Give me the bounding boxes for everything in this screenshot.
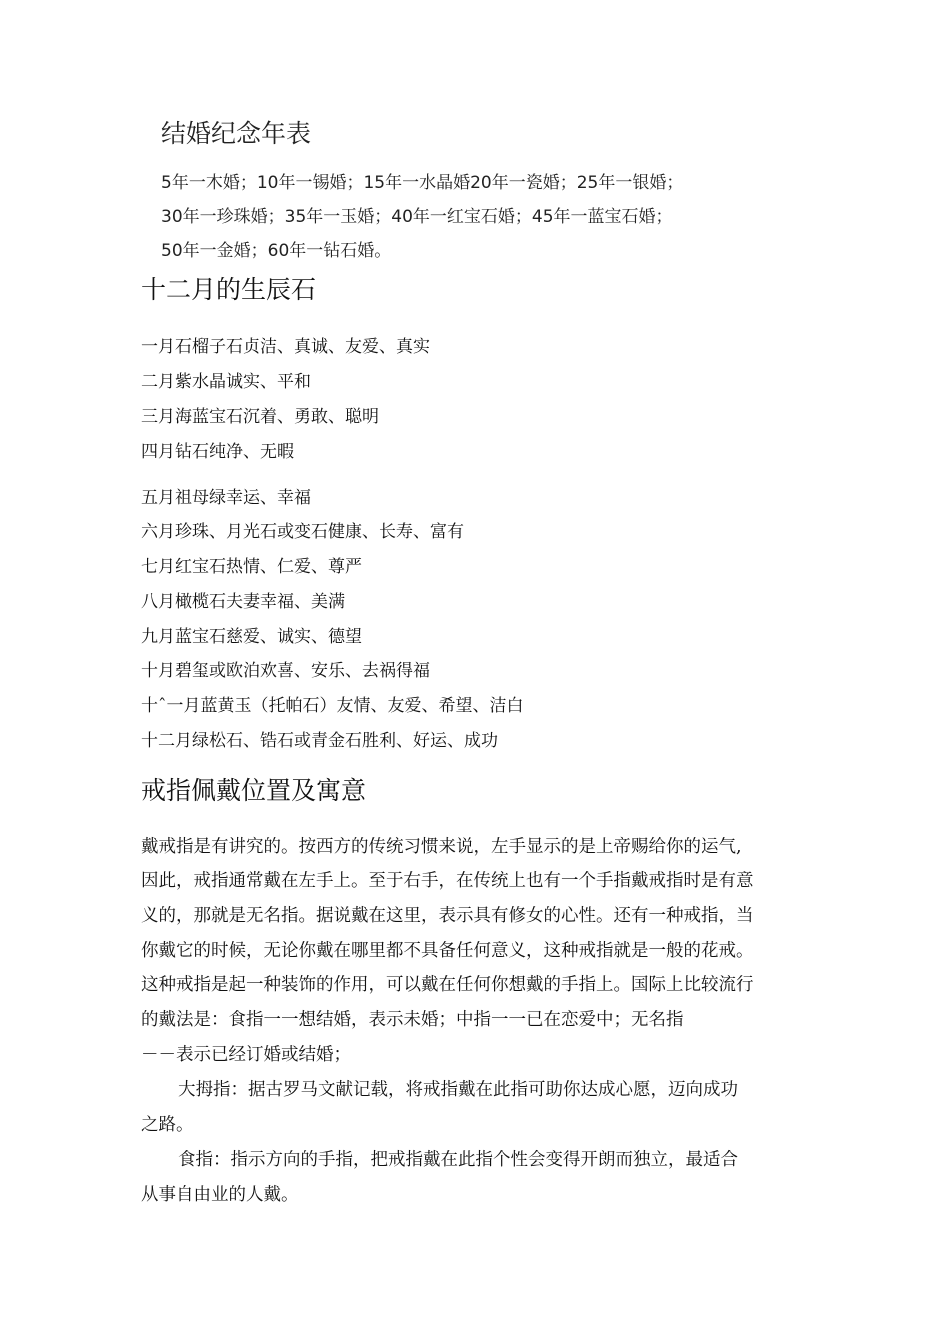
birthstone-item: 十ˆ一月蓝黄玉（托帕石）友情、友爱、希望、洁白 [141,696,524,716]
thumb-paragraph-line: 大拇指：据古罗马文献记载，将戒指戴在此指可助你达成心愿，迈向成功 [178,1080,738,1100]
thumb-paragraph-line: 之路。 [141,1115,194,1135]
anniversary-line: 30年一珍珠婚；35年一玉婚；40年一红宝石婚；45年一蓝宝石婚； [161,207,673,227]
birthstone-item: 四月钻石纯净、无暇 [141,442,294,462]
birthstone-item: 三月海蓝宝石沉着、勇敢、聪明 [141,407,379,427]
birthstone-item: 十二月绿松石、锆石或青金石胜利、好运、成功 [141,731,498,751]
birthstone-item: 九月蓝宝石慈爱、诚实、德望 [141,627,362,647]
birthstone-item: 一月石榴子石贞洁、真诚、友爱、真实 [141,337,430,357]
birthstone-item: 二月紫水晶诚实、平和 [141,372,311,392]
ring-paragraph-line: 义的，那就是无名指。据说戴在这里，表示具有修女的心性。还有一种戒指，当 [141,906,754,926]
ring-paragraph-line: 这种戒指是起一种装饰的作用，可以戴在任何你想戴的手指上。国际上比较流行 [141,975,754,995]
birthstone-item: 五月祖母绿幸运、幸福 [141,488,311,508]
ring-paragraph-line: 的戴法是：食指一一想结婚，表示未婚；中指一一已在恋爱中；无名指 [141,1010,684,1030]
ring-paragraph-line: －－表示已经订婚或结婚； [141,1045,351,1065]
birthstone-item: 十月碧玺或欧泊欢喜、安乐、去祸得福 [141,661,430,681]
birthstone-item: 六月珍珠、月光石或变石健康、长寿、富有 [141,522,464,542]
ring-paragraph-line: 因此，戒指通常戴在左手上。至于右手，在传统上也有一个手指戴戒指时是有意 [141,871,754,891]
index-finger-paragraph-line: 从事自由业的人戴。 [141,1185,299,1205]
birthstone-item: 八月橄榄石夫妻幸福、美满 [141,592,345,612]
ring-title: 戒指佩戴位置及寓意 [141,776,367,805]
birthstone-item: 七月红宝石热情、仁爱、尊严 [141,557,362,577]
ring-paragraph-line: 你戴它的时候，无论你戴在哪里都不具备任何意义，这种戒指就是一般的花戒。 [141,941,754,961]
anniversary-line: 50年一金婚；60年一钻石婚。 [161,241,392,261]
index-finger-paragraph-line: 食指：指示方向的手指，把戒指戴在此指个性会变得开朗而独立，最适合 [178,1150,738,1170]
anniversary-line: 5年一木婚；10年一锡婚；15年一水晶婚20年一瓷婚；25年一银婚； [161,173,684,193]
ring-paragraph-line: 戴戒指是有讲究的。按西方的传统习惯来说，左手显示的是上帝赐给你的运气, [141,837,742,857]
anniversary-title: 结婚纪念年表 [161,119,312,148]
birthstones-title: 十二月的生辰石 [141,275,317,304]
